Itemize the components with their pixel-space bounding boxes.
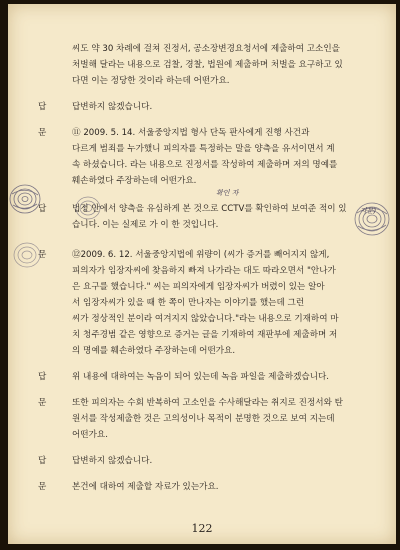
text-line (8, 344, 396, 358)
line-text: 답변하지 않겠습니다. (72, 102, 153, 112)
line-text: 답변하지 않겠습니다. (72, 456, 153, 466)
line-text: 어떤가요. (72, 430, 108, 440)
text-line (8, 396, 396, 410)
line-text: 다르게 범죄를 누가했니 피의자를 특정하는 말을 양측을 유서이면서 계 (72, 144, 335, 154)
line-text: 또한 피의자는 수회 반복하여 고소인을 수사해달라는 취지로 진정서와 탄 (72, 398, 343, 408)
line-text: 속 하셨습니다. 라는 내용으로 진정서를 작성하여 제출하며 저의 명예를 (72, 160, 338, 170)
line-label: 답 (38, 102, 47, 112)
text-line (8, 126, 396, 140)
line-label: 답 (38, 204, 47, 214)
text-line (8, 74, 396, 88)
text-line (8, 42, 396, 56)
text-line (8, 328, 396, 342)
line-text: 법정 안에서 양측을 유심하게 본 것으로 CCTV를 확인하여 보여준 적이 있 (72, 204, 347, 214)
text-line (8, 370, 396, 384)
line-text: 씨도 약 30 차례에 걸쳐 진정서, 공소장변경요청서에 제출하여 고소인을 (72, 44, 340, 54)
text-line (8, 312, 396, 326)
text-line (8, 248, 396, 262)
line-text: ⑪ 2009. 5. 14. 서울중앙지법 형사 단독 판사에게 진행 사건과 (72, 128, 310, 138)
text-line (8, 428, 396, 442)
text-line (8, 296, 396, 310)
fingerprint-seal-left (8, 182, 42, 216)
document-page (8, 4, 396, 544)
line-label: 문 (38, 398, 47, 408)
line-text: 훼손하였다 주장하는데 어떤가요. (72, 176, 197, 186)
text-line (8, 264, 396, 278)
line-label: 문 (38, 128, 47, 138)
line-text: ⑫2009. 6. 12. 서울중앙지법에 위량이 (씨가 증거를 빼어지지 않게, (72, 250, 330, 260)
text-line (8, 454, 396, 468)
line-label: 답 (38, 372, 47, 382)
text-line (8, 174, 396, 188)
page-number: 122 (191, 522, 213, 535)
line-label: 문 (38, 250, 47, 260)
line-label: 문 (38, 482, 47, 492)
text-line (8, 480, 396, 494)
text-line (8, 158, 396, 172)
line-text: 피의자가 임장자씨에 찾음하지 빠져 나가라는 대도 따라오면서 "안나가 (72, 266, 336, 276)
line-text: 원서를 작성제출한 것은 고의성이나 목적이 분명한 것으로 보여 지는데 (72, 414, 335, 424)
text-line (8, 142, 396, 156)
text-line (8, 202, 396, 216)
fingerprint-seal-mid (74, 194, 102, 222)
text-line (8, 412, 396, 426)
handwritten-note: 확인 자 (216, 189, 239, 197)
line-text: 서 임장자씨가 있을 때 한 쪽이 만나자는 이야기를 했는데 그런 (72, 298, 305, 308)
text-line (8, 58, 396, 72)
text-line (8, 100, 396, 114)
line-text: 치 청주경범 같은 영향으로 증거는 글을 기재하여 재판부에 제출하며 저 (72, 330, 338, 340)
handwritten-note-right: 자문) (360, 207, 377, 215)
line-text: 위 내용에 대하여는 녹음이 되어 있는데 녹음 파일을 제출하겠습니다. (72, 372, 330, 382)
line-text: 습니다. 이는 실제로 가 이 한 것입니다. (72, 220, 219, 230)
line-text: 본건에 대하여 제출할 자료가 있는가요. (72, 482, 219, 492)
line-text: 은 요구를 했습니다." 씨는 피의자에게 임장자씨가 버렸이 있는 알아 (72, 282, 325, 292)
line-label: 답 (38, 456, 47, 466)
line-text: 의 명예를 훼손하였다 주장하는데 어떤가요. (72, 346, 236, 356)
text-line (8, 218, 396, 232)
fingerprint-seal-lower (12, 240, 42, 270)
line-text: 씨가 정상적인 분이라 여겨지지 않았습니다."라는 내용으로 기재하여 마 (72, 314, 339, 324)
line-text: 다면 이는 정당한 것이라 하는데 어떤가요. (72, 76, 230, 86)
text-line (8, 280, 396, 294)
line-text: 처벌해 달라는 내용으로 검찰, 경찰, 법원에 제출하며 처벌을 요구하고 있 (72, 60, 343, 70)
